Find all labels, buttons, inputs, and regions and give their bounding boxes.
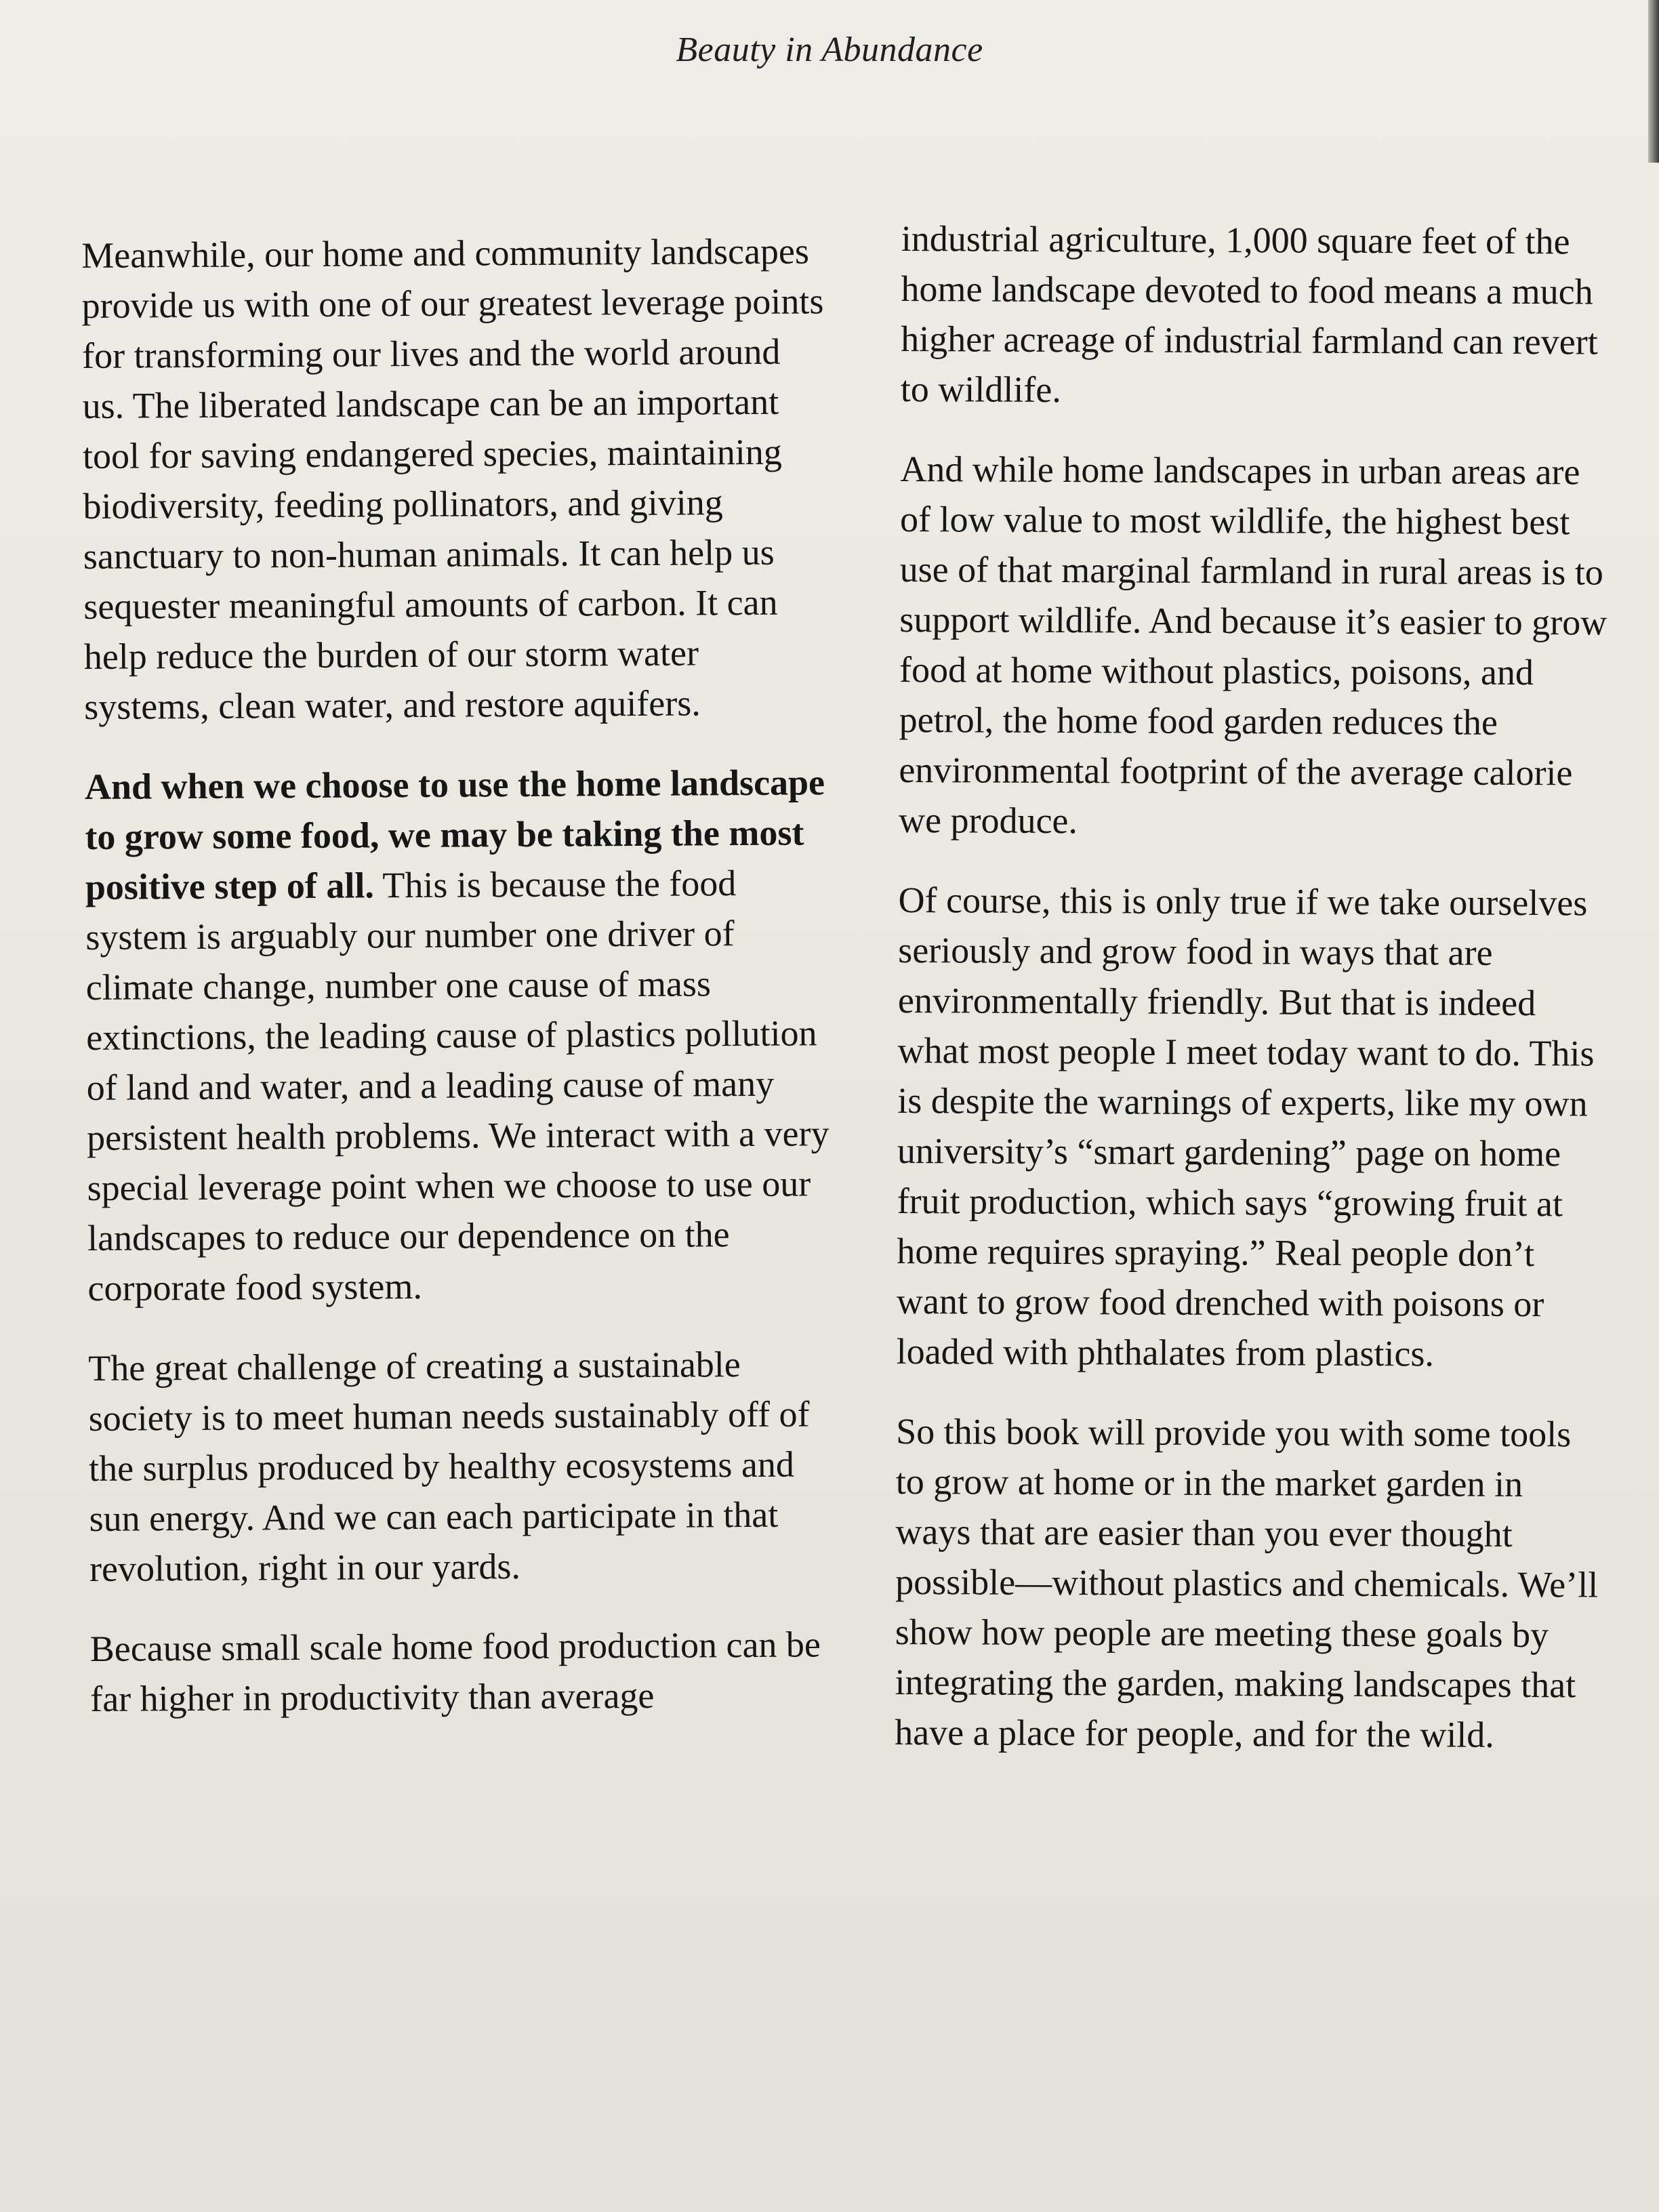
paragraph-right-2: And while home landscapes in urban areas are of low value to most wildlife, the highest best use of that marginal farmland in rural areas is to support wildlife. And because it’s easier to grow food at home without plastics, poisons, and petrol, the home food garden reduces the environmental footprint of the average calorie we produce. xyxy=(898,448,1607,842)
page-edge-shadow xyxy=(1648,0,1659,163)
paragraph-left-3: The great challenge of creating a sustainable society is to meet human needs sustainably off of the surplus produced by healthy ecosystems and sun energy. And we can each participate in that revolution, right in our yards. xyxy=(88,1344,810,1589)
paragraph-left-1: Meanwhile, our home and community landscapes provide us with one of our greatest leverage points for transforming our lives and the world around us. The liberated landscape can be an important tool for saving endangered species, maintaining biodiversity, feeding pollinators, and giving sanctuary to non-human animals. It can help us sequester meaningful amounts of carbon. It can help reduce the burden of our storm water systems, clean water, and restore aquifers. xyxy=(81,230,824,727)
right-column xyxy=(895,213,1610,1790)
paragraph-right-3: Of course, this is only true if we take ourselves seriously and grow food in ways that are environmentally friendly. But that is indeed what most people I meet today want to do. This is despite the warnings of experts, like my own university’s “smart gardening” page on home fruit production, which says “growing fruit at home requires spraying.” Real people don’t want to grow food drenched with poisons or loaded with phthalates from plastics. xyxy=(896,879,1595,1374)
left-column xyxy=(81,226,836,1754)
paragraph-left-2 xyxy=(85,757,834,1313)
paragraph-left-4: Because small scale home food production can be far higher in productivity than average xyxy=(89,1624,821,1719)
bold-lead-sentence: And when we choose to use the home landscape to grow some food, we may be taking the most positive step of all. xyxy=(84,762,825,907)
running-head: Beauty in Abundance xyxy=(676,30,983,69)
paragraph-right-1: industrial agriculture, 1,000 square feet of the home landscape devoted to food means a much higher acreage of industrial farmland can revert to wildlife. xyxy=(900,218,1598,411)
paragraph-left-2-rest: This is because the food system is arguably our number one driver of climate change, number one cause of mass extinctions, the leading cause of plastics pollution of land and water, and a leading cause of many persistent health problems. We interact with a very special leverage point when we choose to use our landscapes to reduce our dependence on the corporate food system. xyxy=(85,863,830,1309)
paragraph-right-4: So this book will provide you with some tools to grow at home or in the market garden in ways that are easier than you ever thought possible—without plastics and chemicals. We’ll show how people are meeting these goals by integrating the garden, making landscapes that have a place for people, and for the wild. xyxy=(895,1410,1599,1755)
